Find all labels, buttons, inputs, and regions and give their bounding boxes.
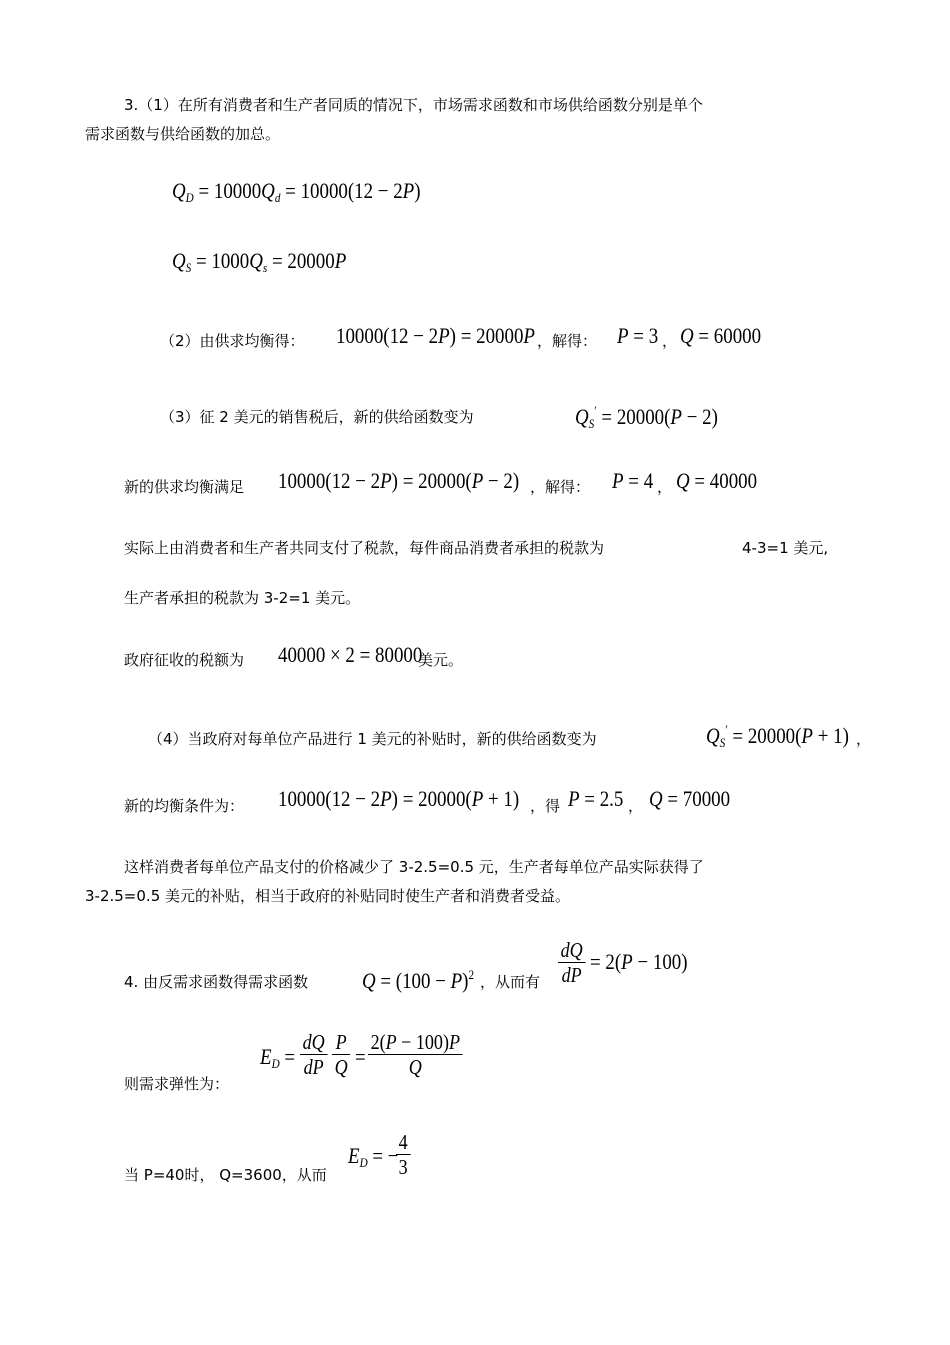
eq-equilibrium: 10000(12 − 2P) = 20000P: [336, 323, 535, 348]
part4-eq-label: 新的均衡条件为：: [124, 797, 245, 815]
part4-label: （4）当政府对每单位产品进行 1 美元的补贴时，新的供给函数变为: [148, 730, 597, 748]
part2-sep: ，: [662, 332, 678, 350]
sec3-intro-line1: 3.（1）在所有消费者和生产者同质的情况下，市场需求函数和市场供给函数分别是单个: [124, 96, 703, 114]
elasticity-label: 则需求弹性为：: [124, 1075, 230, 1093]
eq-demand-function: $Q = (100 - P)^2$: [362, 967, 475, 993]
part2-label: （2）由供求均衡得：: [160, 332, 305, 350]
eq-q40000: Q = 40000: [676, 468, 758, 493]
subsidy-line2: 3-2.5=0.5 美元的补贴，相当于政府的补贴同时使生产者和消费者受益。: [85, 887, 571, 905]
burden-line2: 生产者承担的税款为 3-2=1 美元。: [124, 589, 361, 607]
tax-unit: 美元。: [418, 651, 464, 669]
eq-p4: P = 4: [612, 468, 654, 493]
eq-tax-revenue: 40000 × 2 = 80000: [278, 642, 423, 667]
burden-value1: 4-3=1 美元,: [742, 539, 829, 557]
part3-sep: ，: [657, 478, 673, 496]
part4-end: ，: [856, 730, 872, 748]
eq-ed-equals: =: [355, 1044, 366, 1069]
sec3-intro-line2: 需求函数与供给函数的加总。: [85, 125, 281, 143]
eq-ed-lhs: $E_D$ =: [260, 1044, 296, 1071]
part3-label: （3）征 2 美元的销售税后，新的供给函数变为: [160, 408, 474, 426]
subsidy-line1: 这样消费者每单位产品支付的价格减少了 3-2.5=0.5 元，生产者每单位产品实际获得了: [124, 858, 704, 876]
frac-dq-dp: $\frac{dQ}{dP}$: [558, 938, 585, 987]
part2-mid: ，解得：: [537, 332, 598, 350]
eq-q70000: Q = 70000: [649, 786, 731, 811]
eq-market-supply: $Q_S = 1000Q_s = 20000P$: [172, 248, 347, 275]
when-label: 当 P=40时， Q=3600，从而: [124, 1166, 327, 1184]
part3-eq-label: 新的供求均衡满足: [124, 478, 245, 496]
eq-subsidy-equilibrium: 10000(12 − 2P) = 20000(P + 1): [278, 786, 520, 811]
frac-elasticity: $\frac{2(P - 100)P}{Q}$: [368, 1030, 463, 1079]
eq-ed-value-lhs: $E_D$ = −: [348, 1143, 399, 1170]
eq-derivative: = 2(P − 100): [590, 949, 688, 974]
eq-q60000: Q = 60000: [680, 323, 762, 348]
eq-tax-equilibrium: 10000(12 − 2P) = 20000(P − 2): [278, 468, 520, 493]
sec4-mid: ，从而有: [480, 973, 541, 991]
part4-sep: ，: [628, 797, 644, 815]
eq-p3: P = 3: [617, 323, 659, 348]
frac-four-thirds: $\frac{4}{3}$: [396, 1130, 410, 1179]
tax-label: 政府征收的税额为: [124, 651, 245, 669]
sec4-intro: 4. 由反需求函数得需求函数: [124, 973, 309, 991]
part4-mid: ，得: [530, 797, 561, 815]
part3-mid: ，解得：: [530, 478, 591, 496]
eq-p25: P = 2.5: [568, 786, 624, 811]
eq-market-demand: $Q_D = 10000Q_d = 10000(12 - 2P)$: [172, 178, 421, 205]
eq-new-supply-subsidy: $Q_S' = 20000(P + 1)$: [706, 722, 849, 750]
frac-p-q: $\frac{P}{Q}$: [332, 1030, 350, 1079]
burden-line1: 实际上由消费者和生产者共同支付了税款，每件商品消费者承担的税款为: [124, 539, 605, 557]
frac-dq-dp-2: $\frac{dQ}{dP}$: [300, 1030, 327, 1079]
eq-new-supply-tax: $Q_S' = 20000(P - 2)$: [575, 403, 718, 431]
